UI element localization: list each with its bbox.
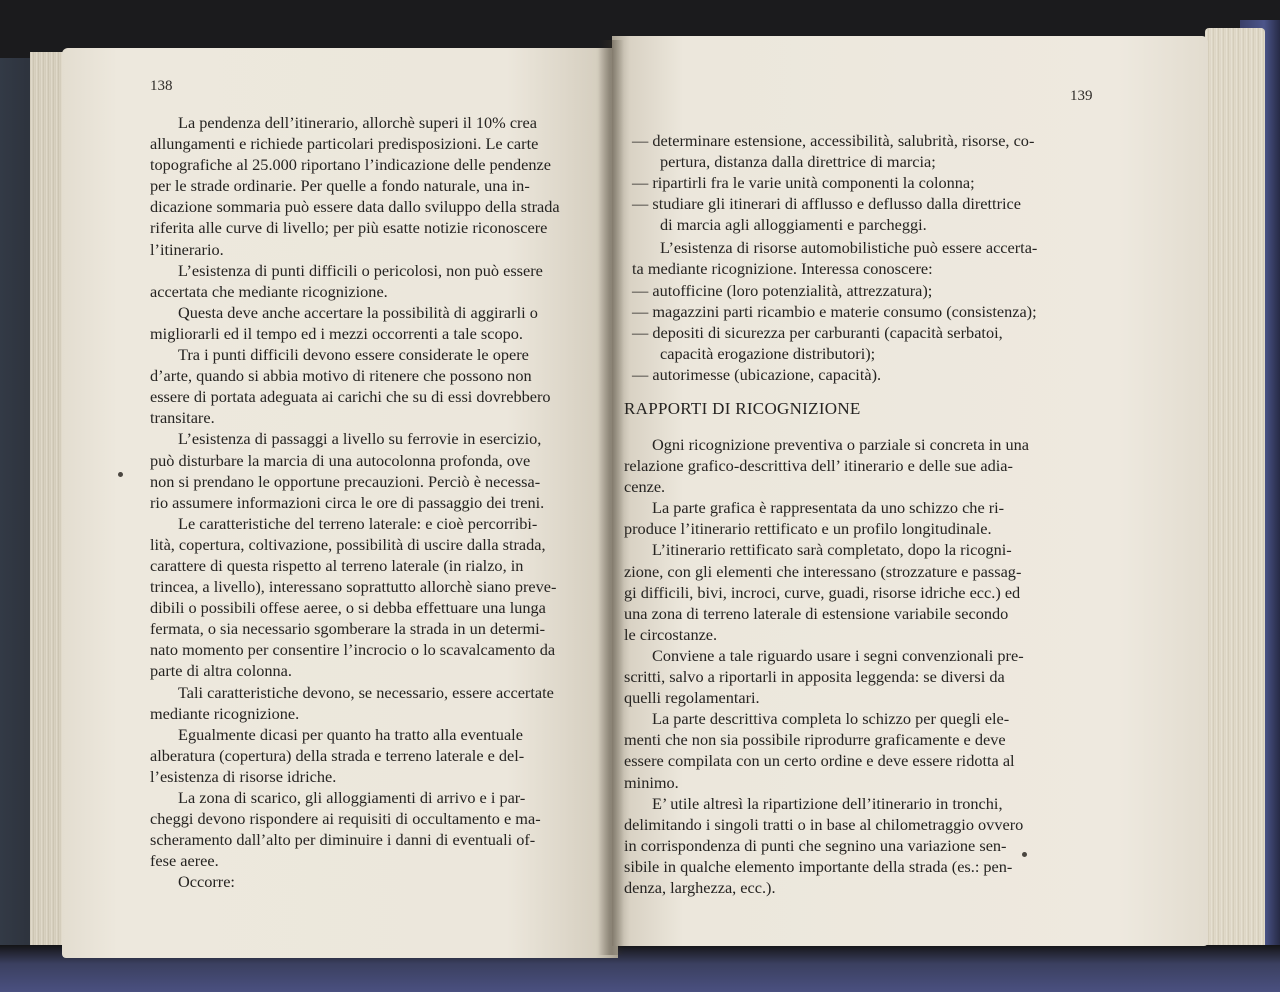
text-line: una zona di terreno laterale di estensione variabile secondo bbox=[624, 603, 1009, 623]
text-line: — magazzini parti ricambio e materie consumo (consistenza); bbox=[632, 302, 1037, 322]
text-line: essere di portata adeguata ai carichi che su di essi dovrebbero bbox=[150, 387, 551, 407]
text-line: — determinare estensione, accessibilità, salubrità, risorse, co- bbox=[632, 131, 1035, 150]
text-line: nato momento per consentire l’incrocio o lo scavalcamento da bbox=[150, 640, 556, 660]
page-number-left: 138 bbox=[150, 78, 173, 94]
text-line: Egualmente dicasi per quanto ha tratto alla eventuale bbox=[178, 724, 523, 744]
text-line: minimo. bbox=[624, 772, 679, 792]
text-line: può disturbare la marcia di una autocolonna profonda, ove bbox=[150, 450, 531, 470]
text-line: cheggi devono rispondere ai requisiti di occultamento e ma- bbox=[150, 809, 541, 829]
text-line: Tali caratteristiche devono, se necessario, essere accertate bbox=[178, 682, 554, 702]
text-line: d’arte, quando si abbia motivo di ritenere che possono non bbox=[150, 366, 532, 386]
text-line: — autofficine (loro potenzialità, attrezzatura); bbox=[632, 281, 933, 300]
text-line: scritti, salvo a riportarli in apposita leggenda: se diversi da bbox=[624, 667, 1005, 687]
page-number-right: 139 bbox=[1070, 88, 1093, 104]
text-line: La parte descrittiva completa lo schizzo per quegli ele- bbox=[652, 709, 1010, 729]
text-line: mediante ricognizione. bbox=[150, 703, 300, 723]
text-line: l’itinerario. bbox=[150, 239, 224, 259]
left-page-text bbox=[150, 112, 594, 892]
text-line: — ripartirli fra le varie unità componenti la colonna; bbox=[632, 173, 975, 193]
text-line: L’esistenza di risorse automobilistiche può essere accerta- bbox=[660, 238, 1038, 257]
text-line: capacità erogazione distributori); bbox=[660, 344, 876, 364]
text-line: pertura, distanza dalla direttrice di marcia; bbox=[660, 152, 936, 172]
text-line: La parte grafica è rappresentata da uno schizzo che ri- bbox=[652, 498, 1005, 518]
text-line: di marcia agli alloggiamenti e parcheggi. bbox=[660, 215, 927, 235]
text-line: L’esistenza di passaggi a livello su ferrovie in esercizio, bbox=[178, 429, 542, 449]
text-line: le circostanze. bbox=[624, 624, 718, 644]
text-line: — depositi di sicurezza per carburanti (capacità serbatoi, bbox=[632, 323, 1003, 343]
text-line: parte di altra colonna. bbox=[150, 661, 292, 681]
text-line: fese aeree. bbox=[150, 851, 219, 871]
text-line: L’esistenza di punti difficili o pericolosi, non può essere bbox=[178, 260, 543, 280]
text-line: carattere di questa rispetto al terreno laterale (in rialzo, in bbox=[150, 555, 524, 575]
text-line: sibile in qualche elemento importante della strada (es.: pen- bbox=[624, 856, 1013, 876]
text-line: Occorre: bbox=[178, 872, 235, 892]
book-gutter bbox=[598, 40, 624, 955]
text-line: fermata, o sia necessario sgomberare la strada in un determi- bbox=[150, 619, 546, 639]
right-body-text bbox=[624, 434, 1098, 898]
text-line: — studiare gli itinerari di afflusso e deflusso dalla direttrice bbox=[632, 194, 1021, 214]
text-line: Conviene a tale riguardo usare i segni convenzionali pre- bbox=[652, 645, 1024, 665]
text-line: alberatura (copertura) della strada e terreno laterale e del- bbox=[150, 745, 525, 765]
text-line: quelli regolamentari. bbox=[624, 688, 760, 708]
text-line: Ogni ricognizione preventiva o parziale si concreta in una bbox=[652, 435, 1030, 454]
text-line: dicazione sommaria può essere data dallo sviluppo della strada bbox=[150, 197, 560, 217]
right-list-2 bbox=[632, 280, 1098, 385]
text-line: La zona di scarico, gli alloggiamenti di arrivo e i par- bbox=[178, 788, 526, 807]
text-line: zione, con gli elementi che interessano (strozzature e passag- bbox=[624, 561, 1022, 581]
text-line: dibili o possibili offese aeree, o si debba effettuare una lunga bbox=[150, 598, 546, 618]
text-line: in corrispondenza di punti che segnino una variazione sen- bbox=[624, 835, 1007, 855]
text-line: accertata che mediante ricognizione. bbox=[150, 281, 388, 301]
text-line: migliorarli ed il tempo ed i mezzi occorrenti a tale scopo. bbox=[150, 323, 523, 343]
section-heading: RAPPORTI DI RICOGNIZIONE bbox=[624, 399, 861, 418]
text-line: — autorimesse (ubicazione, capacità). bbox=[632, 365, 882, 385]
text-line: denza, larghezza, ecc.). bbox=[624, 877, 776, 897]
right-paragraph-1 bbox=[632, 237, 1098, 279]
text-line: per le strade ordinarie. Per quelle a fondo naturale, una in- bbox=[150, 176, 530, 196]
text-line: trincea, a livello), interessano soprattutto allorchè siano preve- bbox=[150, 577, 557, 597]
text-line: topografiche al 25.000 riportano l’indicazione delle pendenze bbox=[150, 155, 551, 175]
text-line: Questa deve anche accertare la possibilità di aggirarli o bbox=[178, 302, 538, 322]
ink-speck bbox=[1022, 852, 1027, 857]
text-line: rio assumere informazioni circa le ore di passaggio dei treni. bbox=[150, 492, 545, 512]
text-line: cenze. bbox=[624, 477, 666, 497]
text-line: L’itinerario rettificato sarà completato, dopo la ricogni- bbox=[652, 540, 1012, 560]
text-line: lità, copertura, coltivazione, possibilità di uscire dalla strada, bbox=[150, 534, 546, 554]
text-line: relazione grafico-descrittiva dell’ itinerario e delle sue adia- bbox=[624, 456, 1013, 476]
text-line: scheramento dall’alto per diminuire i danni di eventuali of- bbox=[150, 830, 536, 850]
text-line: produce l’itinerario rettificato e un profilo longitudinale. bbox=[624, 519, 992, 539]
page-edges-right bbox=[1205, 28, 1265, 953]
text-line: non si prendano le opportune precauzioni. Perciò è necessa- bbox=[150, 471, 541, 491]
text-line: gi difficili, bivi, incroci, curve, guadi, risorse idriche ecc.) ed bbox=[624, 582, 1021, 602]
text-line: E’ utile altresì la ripartizione dell’itinerario in tronchi, bbox=[652, 793, 1003, 813]
text-line: Tra i punti difficili devono essere considerate le opere bbox=[178, 345, 529, 365]
text-line: riferita alle curve di livello; per più esatte notizie riconoscere bbox=[150, 218, 548, 238]
right-list-1 bbox=[632, 130, 1098, 235]
text-line: allungamenti e richiede particolari predisposizioni. Le carte bbox=[150, 134, 539, 154]
text-line: Le caratteristiche del terreno laterale: e cioè percorribi- bbox=[178, 513, 538, 533]
text-line: transitare. bbox=[150, 408, 215, 428]
text-line: menti che non sia possibile riprodurre graficamente e deve bbox=[624, 730, 1006, 750]
text-line: essere compilata con un certo ordine e deve essere ridotta al bbox=[624, 751, 1015, 771]
text-line: ta mediante ricognizione. Interessa conoscere: bbox=[632, 259, 933, 279]
text-line: l’esistenza di risorse idriche. bbox=[150, 766, 337, 786]
text-line: La pendenza dell’itinerario, allorchè superi il 10% crea bbox=[178, 113, 537, 132]
text-line: delimitando i singoli tratti o in base al chilometraggio ovvero bbox=[624, 814, 1024, 834]
ink-speck bbox=[118, 472, 123, 477]
